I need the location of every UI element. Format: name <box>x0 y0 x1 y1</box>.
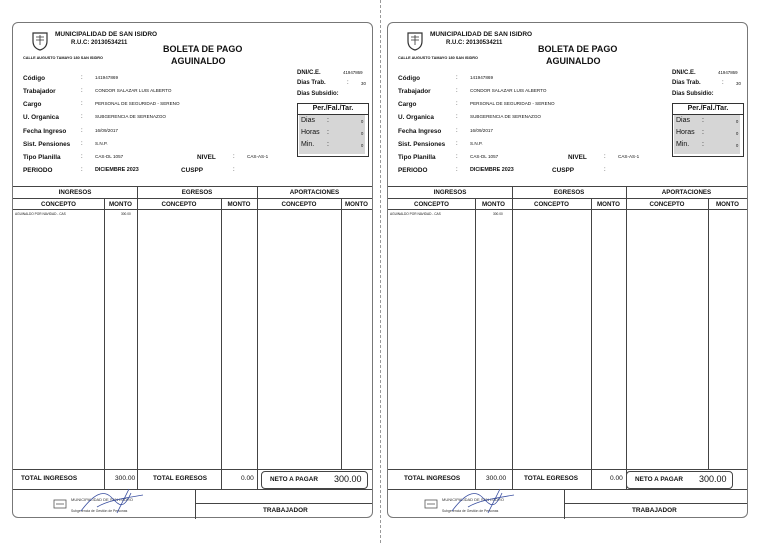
pft-min-value: 0 <box>361 143 364 148</box>
cuspp-label: CUSPP <box>181 167 204 174</box>
cargo-label: Cargo <box>398 101 417 108</box>
trabajador-label: Trabajador <box>23 88 56 95</box>
pensiones-label: Sist. Pensiones <box>23 141 71 148</box>
municipality-name: MUNICIPALIDAD DE SAN ISIDRO <box>430 31 533 38</box>
stamp-line1: MUNICIPALIDAD DE SAN ISIDRO <box>71 497 133 502</box>
dni-label: DNI/C.E. <box>672 70 696 76</box>
pft-row <box>301 117 364 124</box>
address: CALLE AUGUSTO TAMAYO 180 SAN ISIDRO <box>23 56 103 60</box>
col-monto: MONTO <box>109 201 132 208</box>
table-group-line <box>388 198 747 199</box>
table-top-line <box>388 186 747 187</box>
col-divider <box>708 198 709 469</box>
dni-value: 41947869 <box>718 70 738 75</box>
totals-bottom-line <box>13 489 372 490</box>
ingreso-label: Fecha Ingreso <box>23 128 67 135</box>
trabajador-value: CONDOR SALAZAR LUIS ALBERTO <box>470 88 547 93</box>
stamp-line1: MUNICIPALIDAD DE SAN ISIDRO <box>442 497 504 502</box>
col-concepto: CONCEPTO <box>161 201 197 208</box>
footer-line <box>564 503 747 504</box>
dni-value: 41947869 <box>343 70 363 75</box>
organica-value: SUBGERENCIA DE SERENAZGO <box>470 114 541 119</box>
organica-label: U. Organica <box>23 114 59 121</box>
planilla-label: Tipo Planilla <box>398 154 436 161</box>
group-aportaciones: APORTACIONES <box>289 189 340 196</box>
pft-min-label: Min. <box>676 141 690 148</box>
col-divider <box>257 186 258 489</box>
cargo-value: PERSONAL DE SEGURIDAD - SERENO <box>95 101 180 106</box>
periodo-value: DICIEMBRE 2023 <box>95 167 139 173</box>
col-monto: MONTO <box>345 201 368 208</box>
stamp-line2: Subgerencia de Gestión de Personas <box>442 509 499 513</box>
group-egresos: EGRESOS <box>181 189 213 196</box>
dias-trab-label: Dias Trab. <box>672 80 701 86</box>
col-divider <box>104 198 105 489</box>
signature-icon <box>448 487 518 515</box>
cargo-value: PERSONAL DE SEGURIDAD - SERENO <box>470 101 555 106</box>
slip-title: BOLETA DE PAGO <box>163 44 243 54</box>
colon: : <box>347 80 349 86</box>
municipal-seal-icon <box>404 29 426 51</box>
periodo-value: DICIEMBRE 2023 <box>470 167 514 173</box>
per-fal-tar-title: Per./Fal./Tar. <box>673 104 743 115</box>
dias-trab-value: 30 <box>361 81 366 86</box>
pensiones-value: S.N.P. <box>470 141 483 146</box>
total-egresos-value: 0.00 <box>241 475 254 482</box>
colon: : <box>702 129 704 136</box>
trabajador-value: CONDOR SALAZAR LUIS ALBERTO <box>95 88 172 93</box>
colon: : <box>702 141 704 148</box>
colon: : <box>233 167 235 173</box>
ruc-number: R.U.C: 20130534211 <box>71 40 128 46</box>
colon: : <box>456 128 458 134</box>
table-group-line <box>13 198 372 199</box>
ingreso-value: 16/09/2017 <box>95 128 118 133</box>
municipality-name: MUNICIPALIDAD DE SAN ISIDRO <box>55 31 158 38</box>
colon: : <box>456 88 458 94</box>
colon: : <box>81 114 83 120</box>
colon: : <box>233 154 235 160</box>
colon: : <box>456 141 458 147</box>
per-fal-tar-body <box>299 115 365 154</box>
col-divider <box>221 198 222 489</box>
colon: : <box>604 154 606 160</box>
dias-trab-label: Dias Trab. <box>297 80 326 86</box>
col-concepto: CONCEPTO <box>41 201 76 208</box>
pensiones-value: S.N.P. <box>95 141 108 146</box>
slip-title: BOLETA DE PAGO <box>538 44 618 54</box>
trabajador-label: Trabajador <box>398 88 431 95</box>
codigo-label: Código <box>23 75 46 82</box>
ingreso-item-amount: 300.00 <box>121 212 131 216</box>
pft-horas-value: 0 <box>361 131 364 136</box>
planilla-label: Tipo Planilla <box>23 154 61 161</box>
col-monto: MONTO <box>716 201 739 208</box>
trabajador-sign-label: TRABAJADOR <box>632 507 677 514</box>
totals-top-line <box>13 469 372 470</box>
col-divider <box>475 198 476 489</box>
group-aportaciones: APORTACIONES <box>661 189 712 196</box>
per-fal-tar-box <box>672 103 744 157</box>
per-fal-tar-box <box>297 103 369 157</box>
signature-icon <box>77 487 147 515</box>
col-monto: MONTO <box>482 201 505 208</box>
ingreso-value: 16/09/2017 <box>470 128 493 133</box>
colon: : <box>327 141 329 148</box>
neto-box <box>261 471 368 489</box>
group-ingresos: INGRESOS <box>58 189 92 196</box>
dni-label: DNI/C.E. <box>297 70 321 76</box>
ingreso-label: Fecha Ingreso <box>398 128 442 135</box>
nivel-label: NIVEL <box>197 154 216 161</box>
table-header-line <box>388 209 747 210</box>
pft-min-value: 0 <box>736 143 739 148</box>
per-fal-tar-body <box>674 115 740 154</box>
ingreso-item-concept: AGUINALDO POR NAVIDAD - CAS <box>390 212 441 216</box>
stamp-line2: Subgerencia de Gestión de Personas <box>71 509 128 513</box>
total-ingresos-value: 300.00 <box>115 475 136 482</box>
colon: : <box>81 128 83 134</box>
colon: : <box>81 88 83 94</box>
pensiones-label: Sist. Pensiones <box>398 141 446 148</box>
colon: : <box>456 114 458 120</box>
cut-line <box>380 0 381 543</box>
dias-trab-value: 30 <box>736 81 741 86</box>
pft-row <box>301 129 364 136</box>
group-egresos: EGRESOS <box>553 189 585 196</box>
neto-box <box>626 471 733 489</box>
dias-subsidio-label: Dias Subsidio: <box>297 91 339 97</box>
pft-horas-label: Horas <box>676 129 695 136</box>
total-egresos-label: TOTAL EGRESOS <box>524 475 578 482</box>
codigo-label: Código <box>398 75 421 82</box>
total-ingresos-label: TOTAL INGRESOS <box>404 475 461 482</box>
neto-label: NETO A PAGAR <box>270 476 318 483</box>
address: CALLE AUGUSTO TAMAYO 180 SAN ISIDRO <box>398 56 478 60</box>
totals-top-line <box>388 469 747 470</box>
pft-row <box>676 141 739 148</box>
footer-divider <box>564 489 565 519</box>
slip-subtitle: AGUINALDO <box>546 56 601 66</box>
col-divider <box>626 186 627 489</box>
colon: : <box>327 129 329 136</box>
colon: : <box>456 154 458 160</box>
pft-dias-value: 0 <box>736 119 739 124</box>
pft-horas-value: 0 <box>736 131 739 136</box>
cuspp-label: CUSPP <box>552 167 575 174</box>
nivel-value: CAS-AS-1 <box>618 154 640 159</box>
nivel-label: NIVEL <box>568 154 587 161</box>
total-egresos-label: TOTAL EGRESOS <box>153 475 207 482</box>
planilla-value: CAS-DL 1057 <box>95 154 124 159</box>
footer-divider <box>195 489 196 519</box>
table-top-line <box>13 186 372 187</box>
organica-label: U. Organica <box>398 114 434 121</box>
periodo-label: PERIODO <box>23 167 53 174</box>
col-concepto: CONCEPTO <box>414 201 449 208</box>
total-ingresos-value: 300.00 <box>486 475 507 482</box>
nivel-value: CAS-AS-1 <box>247 154 269 159</box>
footer-seal-icon <box>53 499 67 509</box>
footer-line <box>195 503 372 504</box>
periodo-label: PERIODO <box>398 167 428 174</box>
col-divider <box>591 198 592 489</box>
municipal-seal-icon <box>29 29 51 51</box>
codigo-value: 141947869 <box>470 75 493 80</box>
payslip-copy <box>387 22 748 518</box>
col-concepto: CONCEPTO <box>649 201 685 208</box>
colon: : <box>456 167 458 173</box>
colon: : <box>456 101 458 107</box>
total-egresos-value: 0.00 <box>610 475 623 482</box>
col-divider <box>137 186 138 489</box>
col-monto: MONTO <box>597 201 620 208</box>
ruc-number: R.U.C: 20130534211 <box>446 40 503 46</box>
colon: : <box>327 117 329 124</box>
col-concepto: CONCEPTO <box>281 201 317 208</box>
per-fal-tar-title: Per./Fal./Tar. <box>298 104 368 115</box>
slip-subtitle: AGUINALDO <box>171 56 226 66</box>
totals-bottom-line <box>388 489 747 490</box>
neto-label: NETO A PAGAR <box>635 476 683 483</box>
payslip-original <box>12 22 373 518</box>
colon: : <box>722 80 724 86</box>
pft-row <box>676 117 739 124</box>
neto-value: 300.00 <box>699 474 727 484</box>
colon: : <box>456 75 458 81</box>
group-ingresos: INGRESOS <box>433 189 467 196</box>
pft-dias-label: Dias <box>676 117 691 124</box>
colon: : <box>81 167 83 173</box>
colon: : <box>702 117 704 124</box>
colon: : <box>604 167 606 173</box>
pft-horas-label: Horas <box>301 129 320 136</box>
col-monto: MONTO <box>227 201 251 208</box>
col-divider <box>341 198 342 469</box>
total-ingresos-label: TOTAL INGRESOS <box>21 475 78 482</box>
pft-dias-value: 0 <box>361 119 364 124</box>
planilla-value: CAS-DL 1057 <box>470 154 499 159</box>
colon: : <box>81 75 83 81</box>
organica-value: SUBGERENCIA DE SERENAZGO <box>95 114 166 119</box>
pft-row <box>301 141 364 148</box>
table-header-line <box>13 209 372 210</box>
pft-row <box>676 129 739 136</box>
ingreso-item-concept: AGUINALDO POR NAVIDAD - CAS <box>15 212 66 216</box>
dias-subsidio-label: Dias Subsidio: <box>672 91 714 97</box>
cargo-label: Cargo <box>23 101 42 108</box>
colon: : <box>81 101 83 107</box>
pft-min-label: Min. <box>301 141 315 148</box>
ingreso-item-amount: 300.00 <box>493 212 503 216</box>
col-concepto: CONCEPTO <box>534 201 569 208</box>
codigo-value: 141947869 <box>95 75 118 80</box>
colon: : <box>81 154 83 160</box>
col-divider <box>512 186 513 489</box>
pft-dias-label: Dias <box>301 117 316 124</box>
neto-value: 300.00 <box>334 474 362 484</box>
trabajador-sign-label: TRABAJADOR <box>263 507 308 514</box>
footer-seal-icon <box>424 499 438 509</box>
colon: : <box>81 141 83 147</box>
